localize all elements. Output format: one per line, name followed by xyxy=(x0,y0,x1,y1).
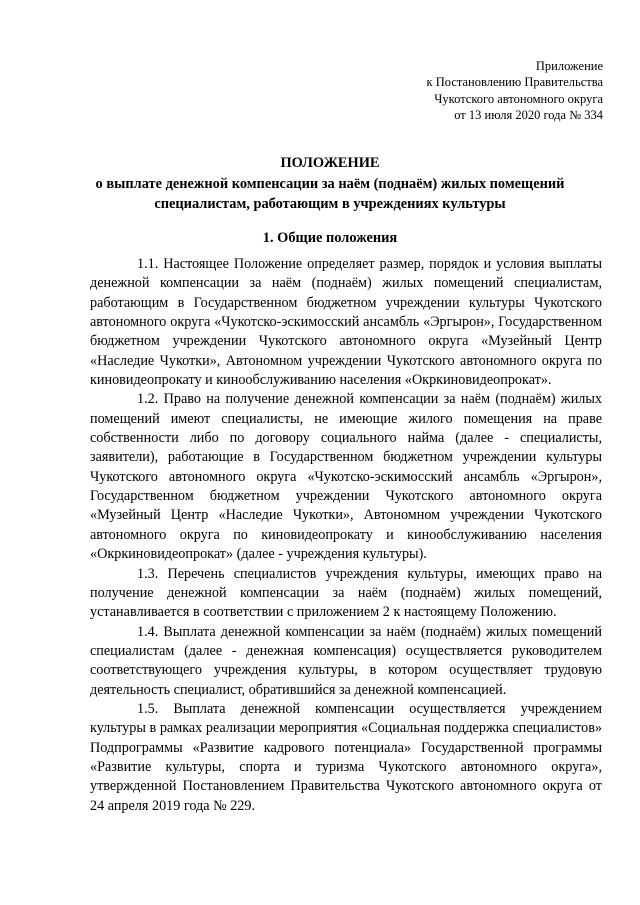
section-heading: 1. Общие положения xyxy=(262,230,398,246)
document-title xyxy=(60,153,600,215)
appendix-line-1: Приложение xyxy=(535,59,603,73)
paragraph-1-1: 1.1. Настоящее Положение определяет размер, порядок и условия выплаты денежной компенсации за наём (поднаём) жилых помещений специалистам, работающим в Государственном бюджетном учреждении культуры Чукотского автономного округа «Чукотско-эскимосский ансамбль «Эргырон», Государственном бюджетном учреждении Чукотского автономного округа «Музейный Центр «Наследие Чукотки», Автономном учреждении Чукотского автономного округа по киновидеопрокату и кинообслуживанию населения «Окркиновидеопрокат». xyxy=(90,256,602,389)
appendix-line-4: от 13 июля 2020 года № 334 xyxy=(454,108,603,123)
appendix-line-2: к Постановлению Правительства xyxy=(426,75,603,90)
paragraph-1-4: 1.4. Выплата денежной компенсации за наём (поднаём) жилых помещений специалистам (далее - денежная компенсация) осуществляется руководителем соответствующего учреждения культуры, в котором осуществляет трудовую деятельность специалист, обратившийся за денежной компенсацией. xyxy=(90,623,602,698)
document-body xyxy=(90,255,602,816)
title-line-2: о выплате денежной компенсации за наём (поднаём) жилых помещений xyxy=(95,175,565,192)
paragraph-1-3: 1.3. Перечень специалистов учреждения культуры, имеющих право на получение денежной компенсации за наём (поднаём) жилых помещений, устанавливается в соответствии с приложением 2 к настоящему Положению. xyxy=(90,565,602,621)
title-line-1: ПОЛОЖЕНИЕ xyxy=(280,155,380,171)
appendix-line-3: Чукотского автономного округа xyxy=(434,91,603,106)
title-line-3: специалистам, работающим в учреждениях культуры xyxy=(154,196,506,212)
paragraph-1-5: 1.5. Выплата денежной компенсации осуществляется учреждением культуры в рамках реализации мероприятия «Социальная поддержка специалистов» Подпрограммы «Развитие кадрового потенциала» Государственной программы «Развитие культуры, спорта и туризма Чукотского автономного округа», утвержденной Постановлением Правительства Чукотского автономного округа от 24 апреля 2019 года № 229. xyxy=(90,700,602,814)
appendix-reference xyxy=(363,58,603,124)
paragraph-1-2: 1.2. Право на получение денежной компенсации за наём (поднаём) жилых помещений имеют специалисты, не имеющие жилого помещения на праве собственности либо по договору социального найма (далее - специалисты, заявители), работающие в Государственном бюджетном учреждении культуры Чукотского автономного округа «Чукотско-эскимосский ансамбль «Эргырон», Государственном бюджетном учреждении Чукотского автономного округа «Музейный Центр «Наследие Чукотки», Автономном учреждении Чукотского автономного округа по киновидеопрокату и кинообслуживанию населения «Окркиновидеопрокат» (далее - учреждения культуры). xyxy=(90,391,602,563)
